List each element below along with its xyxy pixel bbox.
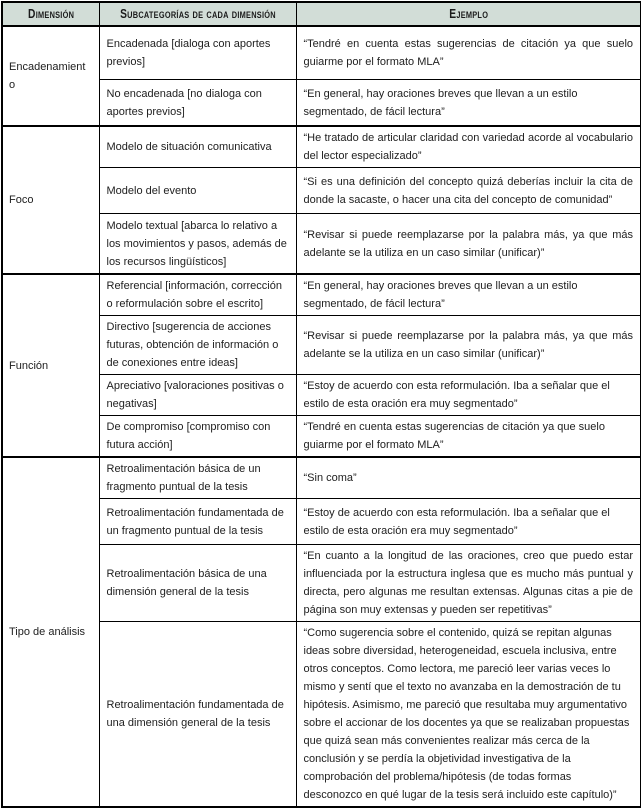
subcategory-cell: Modelo textual [abarca lo relativo a los movimientos y pasos, además de los recursos lingüísticos]	[99, 214, 296, 275]
subcategory-cell: Directivo [sugerencia de acciones futuras, obtención de información o de conexiones entre ideas]	[99, 316, 296, 375]
dimension-cell-funcion: Función	[2, 274, 99, 457]
example-cell: “Revisar si puede reemplazarse por la palabra más, ya que más adelante se la utiliza en un caso similar (unificar)”	[296, 316, 641, 375]
example-cell: “Tendré en cuenta estas sugerencias de citación ya que suelo guiarme por el formato MLA”	[296, 26, 641, 80]
example-cell: “Sin coma”	[296, 457, 641, 499]
example-cell: “Tendré en cuenta estas sugerencias de citación ya que suelo guiarme por el formato MLA”	[296, 416, 641, 458]
dimension-cell-encadenamiento: Encadenamiento	[2, 26, 99, 126]
table-row	[2, 26, 641, 80]
subcategory-cell: Retroalimentación fundamentada de un fragmento puntual de la tesis	[99, 499, 296, 545]
column-header-dimension-label: Dimensión	[27, 7, 74, 21]
subcategory-cell: Modelo del evento	[99, 168, 296, 214]
subcategory-cell: Apreciativo [valoraciones positivas o negativas]	[99, 375, 296, 416]
example-cell: “En cuanto a la longitud de las oraciones, creo que puedo estar influenciada por la estructura inglesa que es mucho más puntual y directa, pero algunas me resultan extensas. Algunas citas a pie de página son muy extensas y pueden ser repetitivas”	[296, 545, 641, 622]
column-header-ejemplo	[296, 2, 641, 26]
example-cell: “En general, hay oraciones breves que llevan a un estilo segmentado, de fácil lectura”	[296, 80, 641, 127]
table-row	[2, 274, 641, 316]
example-cell: “Si es una definición del concepto quizá deberías incluir la cita de donde la sacaste, o hacer una cita del concepto de comunidad”	[296, 168, 641, 214]
subcategory-cell: Retroalimentación básica de un fragmento puntual de la tesis	[99, 457, 296, 499]
subcategory-cell: Retroalimentación fundamentada de una dimensión general de la tesis	[99, 622, 296, 808]
column-header-dimension	[2, 2, 99, 26]
example-cell: “En general, hay oraciones breves que llevan a un estilo segmentado, de fácil lectura”	[296, 274, 641, 316]
example-cell: “Revisar si puede reemplazarse por la palabra más, ya que más adelante se la utiliza en un caso similar (unificar)”	[296, 214, 641, 275]
column-header-subcategorias-label: Subcategorías de cada dimensión	[119, 7, 276, 21]
example-cell: “Estoy de acuerdo con esta reformulación. Iba a señalar que el estilo de esta oración era muy segmentado”	[296, 375, 641, 416]
subcategory-cell: Referencial [información, corrección o reformulación sobre el escrito]	[99, 274, 296, 316]
section-encadenamiento	[2, 26, 641, 126]
subcategory-cell: No encadenada [no dialoga con aportes previos]	[99, 80, 296, 127]
section-foco	[2, 126, 641, 274]
subcategory-cell: Retroalimentación básica de una dimensión general de la tesis	[99, 545, 296, 622]
column-header-subcategorias	[99, 2, 296, 26]
dimension-cell-foco: Foco	[2, 126, 99, 274]
dimension-cell-tipo-de-analisis: Tipo de análisis	[2, 457, 99, 807]
example-cell: “Como sugerencia sobre el contenido, quizá se repitan algunas ideas sobre diversidad, heterogeneidad, escuela inclusiva, entre otros conceptos. Como lectora, me pareció leer varias veces lo mismo y sentí que el texto no avanzaba en la demostración de tu hipótesis. Asimismo, me pareció que resultaba muy argumentativo sobre el accionar de los docentes ya que se realizaban propuestas que quizá sean más convenientes realizar más cerca de la conclusión y se perdía la objetividad investigativa de la comprobación del problema/hipótesis (de todas formas desconozco en qué lugar de la tesis será incluido este capítulo)”	[296, 622, 641, 808]
example-cell: “Estoy de acuerdo con esta reformulación. Iba a señalar que el estilo de esta oración era muy segmentado”	[296, 499, 641, 545]
dimensions-table	[1, 1, 641, 808]
example-cell: “He tratado de articular claridad con variedad acorde al vocabulario del lector especializado”	[296, 126, 641, 168]
table-header-row	[2, 2, 641, 26]
table-row	[2, 457, 641, 499]
column-header-ejemplo-label: Ejemplo	[448, 7, 488, 21]
section-tipo-de-analisis	[2, 457, 641, 807]
subcategory-cell: Modelo de situación comunicativa	[99, 126, 296, 168]
subcategory-cell: De compromiso [compromiso con futura acción]	[99, 416, 296, 458]
subcategory-cell: Encadenada [dialoga con aportes previos]	[99, 26, 296, 80]
table-row	[2, 126, 641, 168]
section-funcion	[2, 274, 641, 457]
